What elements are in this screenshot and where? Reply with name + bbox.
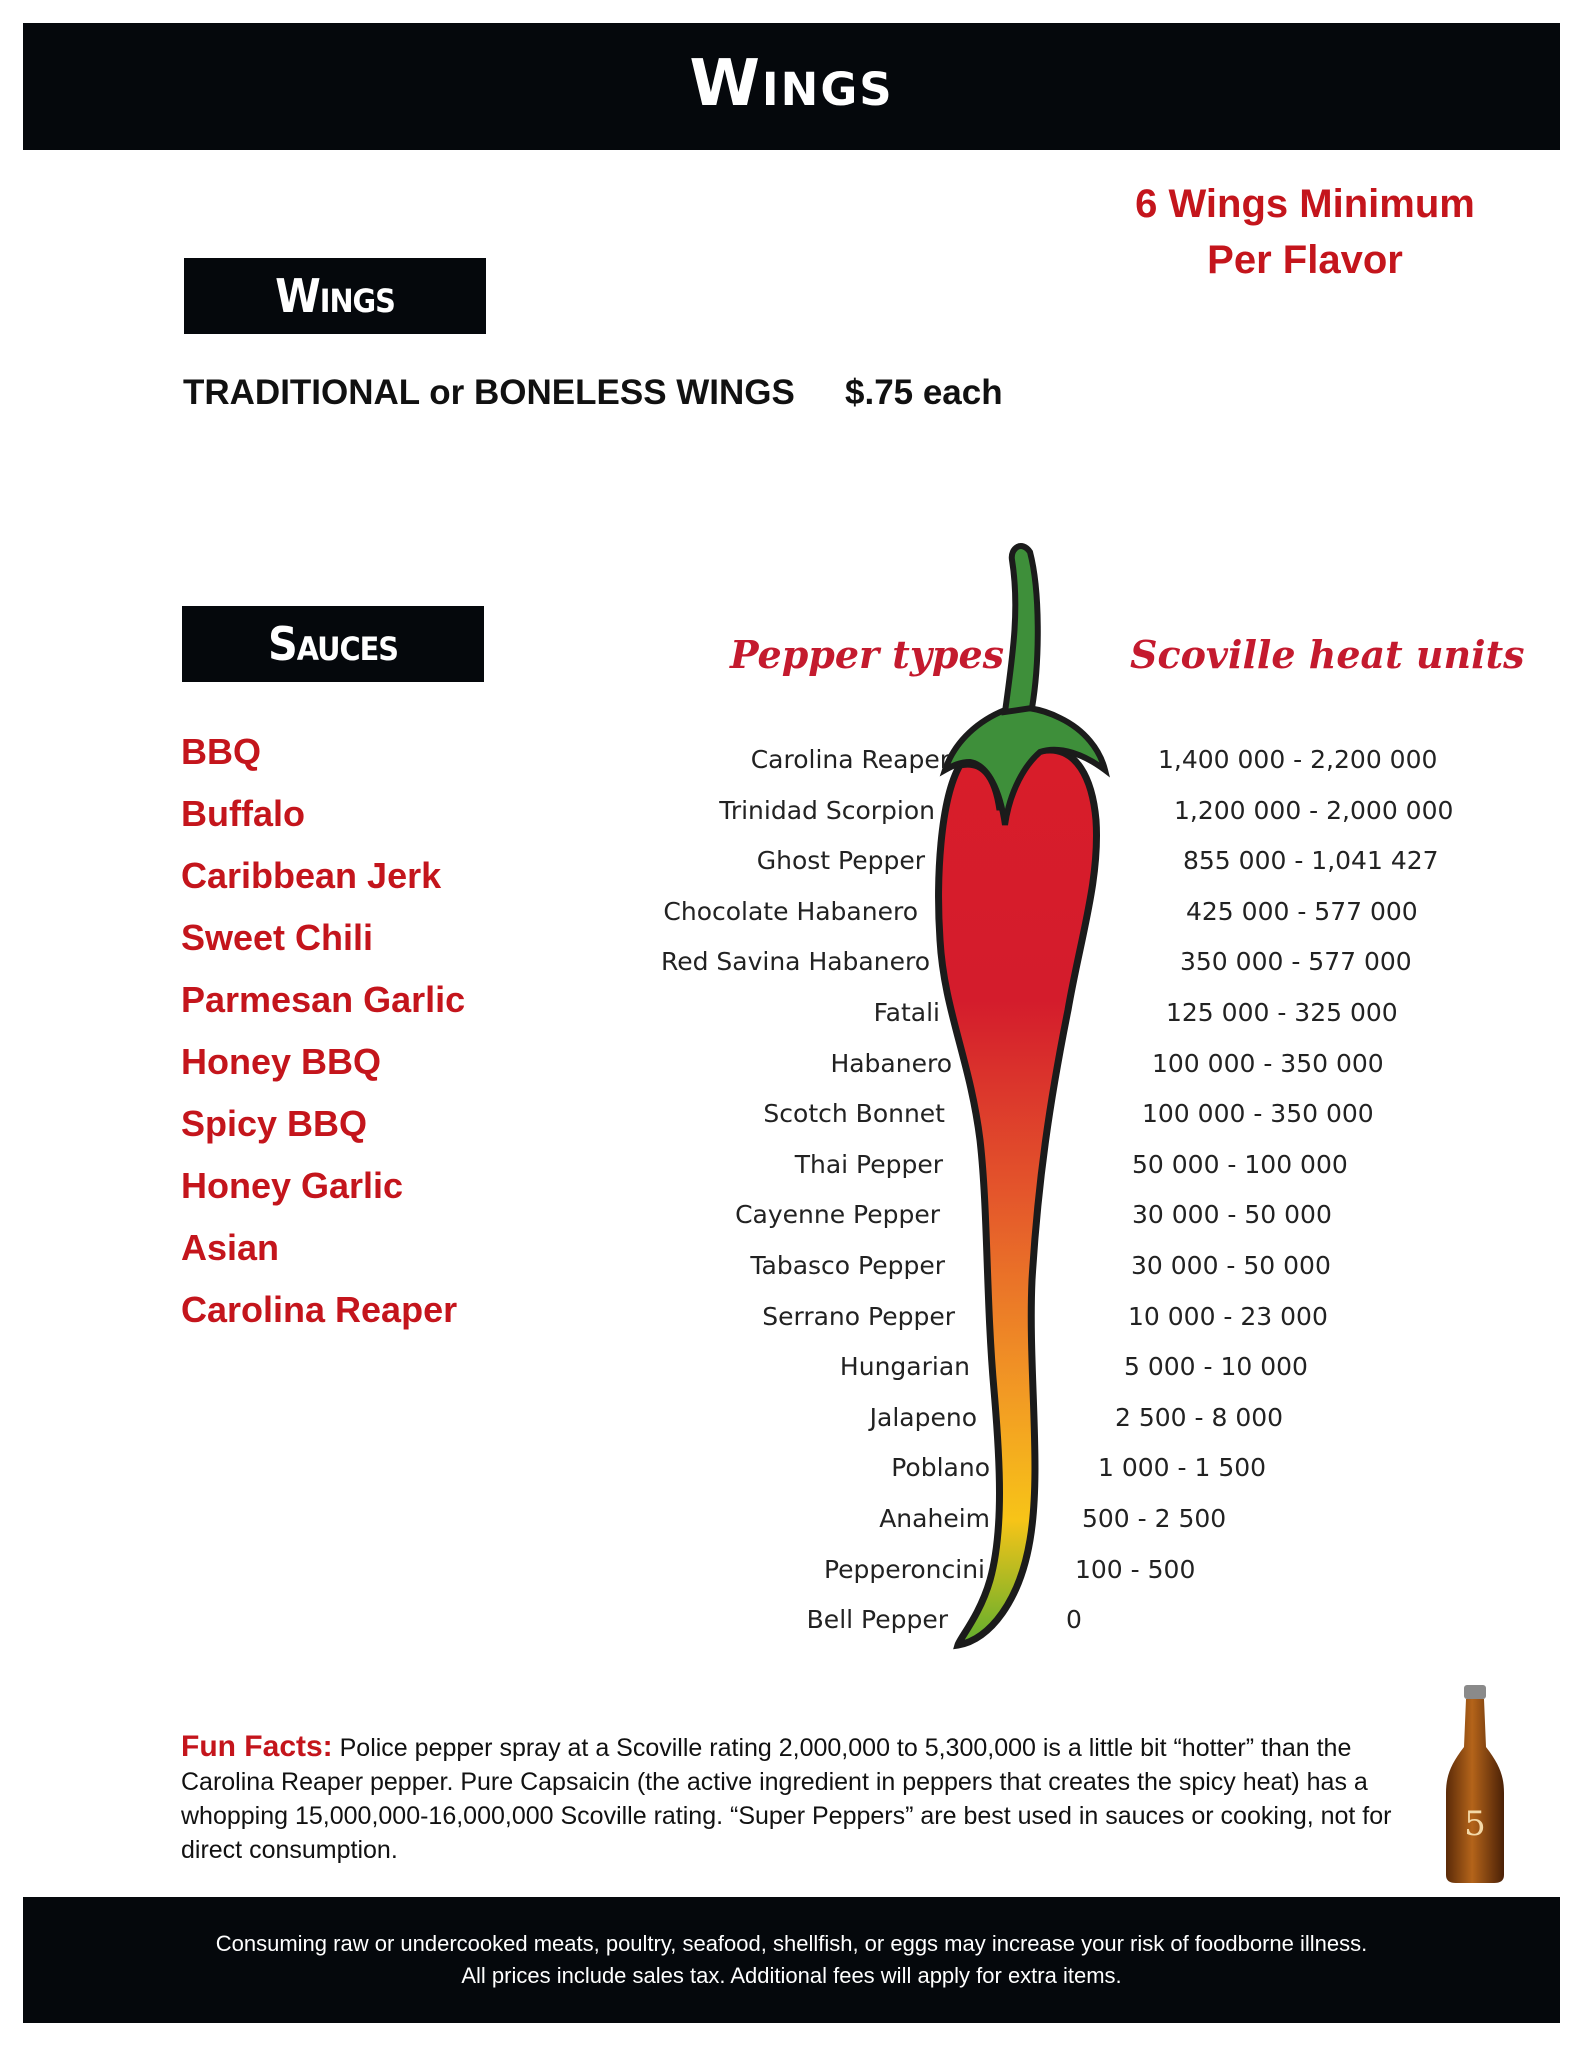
sauce-item: BBQ [181, 731, 261, 772]
sauce-list [181, 728, 465, 1348]
scoville-units-value: 0 [1066, 1605, 1082, 1635]
pepper-type-name: Cayenne Pepper [735, 1200, 940, 1230]
pepper-types-header: Pepper types [730, 632, 1005, 677]
beer-bottle-icon [1440, 1685, 1510, 1885]
footer-banner [23, 1897, 1560, 2023]
page-title: Wings [689, 46, 894, 121]
scoville-units-value: 30 000 - 50 000 [1132, 1200, 1332, 1230]
minimum-line-1: 6 Wings Minimum [1135, 182, 1475, 226]
scoville-units-value: 100 000 - 350 000 [1142, 1099, 1374, 1129]
pepper-type-name: Habanero [830, 1048, 952, 1078]
sauce-item: Parmesan Garlic [181, 979, 466, 1020]
scoville-units-value: 30 000 - 50 000 [1131, 1251, 1331, 1280]
scoville-units-value: 125 000 - 325 000 [1166, 998, 1398, 1027]
fun-facts [181, 1730, 1411, 1867]
sauce-item: Buffalo [181, 793, 305, 834]
bottle-cap [1464, 1685, 1486, 1699]
sauce-item: Caribbean Jerk [181, 855, 442, 896]
sauce-item: Carolina Reaper [181, 1289, 458, 1330]
pepper-type-name: Serrano Pepper [762, 1301, 955, 1331]
minimum-line-2: Per Flavor [1207, 238, 1403, 282]
scoville-units-value: 100 - 500 [1075, 1554, 1196, 1584]
scoville-units-value: 100 000 - 350 000 [1152, 1048, 1384, 1078]
pepper-type-name: Pepperoncini [823, 1554, 985, 1584]
scoville-units-value: 500 - 2 500 [1082, 1504, 1227, 1533]
sauce-item: Honey Garlic [181, 1165, 404, 1206]
pepper-type-name: Trinidad Scorpion [719, 795, 935, 825]
pepper-stem [1005, 546, 1038, 712]
pepper-type-name: Thai Pepper [794, 1149, 943, 1179]
pepper-type-name: Scotch Bonnet [763, 1099, 945, 1129]
fun-facts-label: Fun Facts: [181, 1730, 333, 1763]
footer-price-note: All prices include sales tax. Additional fees will apply for extra items. [461, 1963, 1122, 1988]
pepper-type-name: Bell Pepper [806, 1605, 948, 1635]
scoville-units-value: 350 000 - 577 000 [1180, 947, 1412, 977]
wing-item-name: TRADITIONAL or BONELESS WINGS [183, 373, 795, 412]
bottle-label: 5 [1464, 1804, 1486, 1844]
scoville-units-value: 5 000 - 10 000 [1124, 1352, 1308, 1382]
scoville-units-value: 10 000 - 23 000 [1128, 1301, 1328, 1331]
scoville-units-header: Scoville heat units [1130, 632, 1525, 677]
pepper-type-name: Hungarian [839, 1352, 970, 1382]
sauce-item: Asian [181, 1227, 280, 1268]
scoville-units-value: 1,400 000 - 2,200 000 [1158, 745, 1438, 774]
pepper-type-name: Chocolate Habanero [663, 896, 918, 926]
top-banner [23, 23, 1560, 150]
scoville-units-value: 425 000 - 577 000 [1186, 896, 1418, 926]
scoville-units-value: 50 000 - 100 000 [1132, 1149, 1348, 1179]
pepper-type-name: Red Savina Habanero [660, 947, 930, 977]
scoville-units-value: 855 000 - 1,041 427 [1183, 846, 1439, 876]
pepper-type-name: Tabasco Pepper [750, 1251, 945, 1280]
pepper-type-name: Fatali [873, 998, 940, 1027]
pepper-type-name: Jalapeno [869, 1402, 977, 1432]
footer-disclaimer: Consuming raw or undercooked meats, poultry, seafood, shellfish, or eggs may increase your risk of foodborne illness. [215, 1931, 1368, 1956]
bottle-body [1446, 1699, 1504, 1883]
sauces-section-label: Sauces [182, 606, 484, 682]
pepper-type-name: Carolina Reaper [750, 745, 950, 774]
scoville-units-value: 2 500 - 8 000 [1115, 1402, 1284, 1432]
sauce-item: Sweet Chili [181, 917, 374, 958]
fun-facts-text: Police pepper spray at a Scoville rating 2,000,000 to 5,300,000 is a little bit “hotter” than the Carolina Reaper pepper. Pure Capsaicin (the active ingredient in peppers that creates the spicy heat) has a whopping 15,000,000-16,000,000 Scoville rating. “Super Peppers” are best used in sauces or cooking, not for direct consumption. [181, 1734, 1392, 1864]
sauce-item: Honey BBQ [181, 1041, 382, 1082]
wing-item-price: $.75 each [845, 373, 1003, 412]
scoville-units-value: 1 000 - 1 500 [1098, 1453, 1267, 1483]
pepper-type-name: Poblano [891, 1453, 990, 1483]
minimum-notice [1080, 176, 1530, 288]
pepper-type-name: Anaheim [879, 1504, 990, 1533]
sauce-item: Spicy BBQ [181, 1103, 368, 1144]
wings-section-label: Wings [184, 258, 486, 334]
pepper-type-name: Ghost Pepper [756, 846, 925, 876]
scoville-units-value: 1,200 000 - 2,000 000 [1174, 795, 1454, 825]
